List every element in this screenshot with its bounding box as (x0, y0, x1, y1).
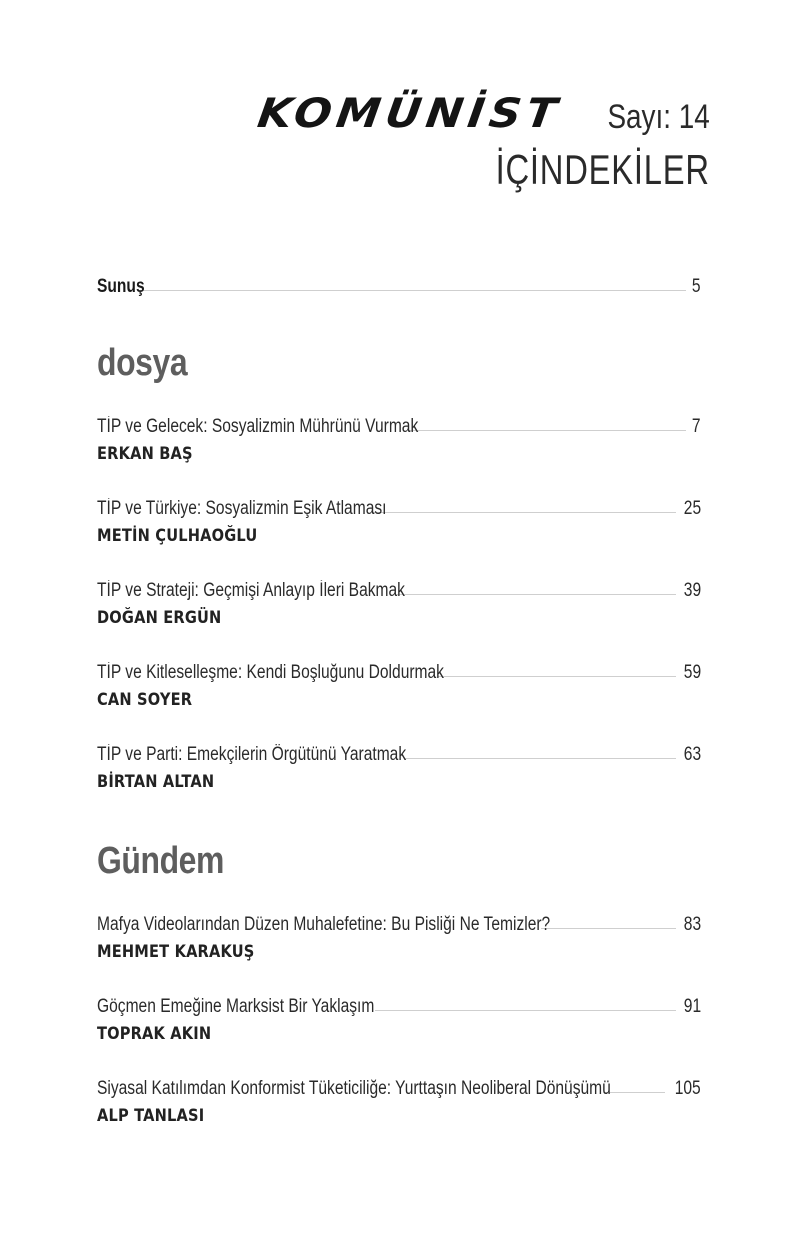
toc-entry[interactable] (97, 490, 701, 546)
page-header (254, 88, 710, 194)
author-name: TOPRAK AKIN (97, 1024, 212, 1044)
toc-title: İÇİNDEKİLER (495, 146, 710, 193)
toc-entry[interactable] (97, 1070, 701, 1126)
toc-entry[interactable] (97, 408, 701, 464)
dot-leader (375, 1010, 676, 1011)
toc-entry[interactable] (97, 988, 701, 1044)
toc-entry[interactable] (97, 736, 701, 792)
entry-title: Siyasal Katılımdan Konformist Tüketiciliğe: Yurttaşın Neoliberal Dönüşümü (97, 1078, 611, 1099)
toc-row (97, 408, 701, 438)
toc-row (97, 906, 701, 936)
dot-leader (409, 430, 686, 431)
page-number: 83 (683, 914, 701, 935)
intro-entry[interactable] (97, 268, 701, 298)
toc-entry[interactable] (97, 572, 701, 628)
page-number: 91 (683, 996, 701, 1017)
toc-row (97, 572, 701, 602)
magazine-logo: KOMÜNİST (254, 90, 565, 137)
dot-leader (438, 676, 676, 677)
toc-row (97, 1070, 701, 1100)
section-heading-dosya (97, 342, 701, 385)
dot-leader (139, 290, 686, 291)
entry-title: TİP ve Türkiye: Sosyalizmin Eşik Atlaması (97, 498, 387, 519)
entry-title: TİP ve Gelecek: Sosyalizmin Mührünü Vurmak (97, 416, 419, 437)
dot-leader (604, 1092, 665, 1093)
dot-leader (404, 758, 676, 759)
page-number: 5 (692, 276, 701, 297)
section-heading-gundem (97, 840, 701, 883)
entry-title: TİP ve Parti: Emekçilerin Örgütünü Yaratmak (97, 744, 407, 765)
section-heading: dosya (97, 342, 188, 384)
toc-row (97, 736, 701, 766)
page-number: 105 (675, 1078, 701, 1099)
brand-row (254, 88, 710, 146)
issue-number: Sayı: 14 (607, 98, 710, 136)
author-name: METİN ÇULHAOĞLU (97, 526, 258, 546)
entry-title: Göçmen Emeğine Marksist Bir Yaklaşım (97, 996, 375, 1017)
dot-leader (541, 928, 676, 929)
toc-row (97, 490, 701, 520)
toc-row (97, 654, 701, 684)
section-heading: Gündem (97, 840, 224, 882)
entry-title: Mafya Videolarından Düzen Muhalefetine: Bu Pisliği Ne Temizler? (97, 914, 551, 935)
page-number: 59 (683, 662, 701, 683)
toc-entry[interactable] (97, 906, 701, 962)
author-name: ALP TANLASI (97, 1106, 205, 1126)
entry-title: Sunuş (97, 276, 145, 297)
toc-row (97, 988, 701, 1018)
author-name: BİRTAN ALTAN (97, 772, 215, 792)
dot-leader (397, 594, 676, 595)
page-number: 63 (683, 744, 701, 765)
dot-leader (373, 512, 676, 513)
toc-row (97, 268, 701, 298)
page-number: 39 (683, 580, 701, 601)
author-name: MEHMET KARAKUŞ (97, 942, 255, 962)
page-number: 7 (692, 416, 701, 437)
entry-title: TİP ve Strateji: Geçmişi Anlayıp İleri Bakmak (97, 580, 405, 601)
author-name: ERKAN BAŞ (97, 444, 193, 464)
entry-title: TİP ve Kitleselleşme: Kendi Boşluğunu Doldurmak (97, 662, 444, 683)
author-name: CAN SOYER (97, 690, 193, 710)
page-number: 25 (683, 498, 701, 519)
toc-entry[interactable] (97, 654, 701, 710)
author-name: DOĞAN ERGÜN (97, 608, 222, 628)
